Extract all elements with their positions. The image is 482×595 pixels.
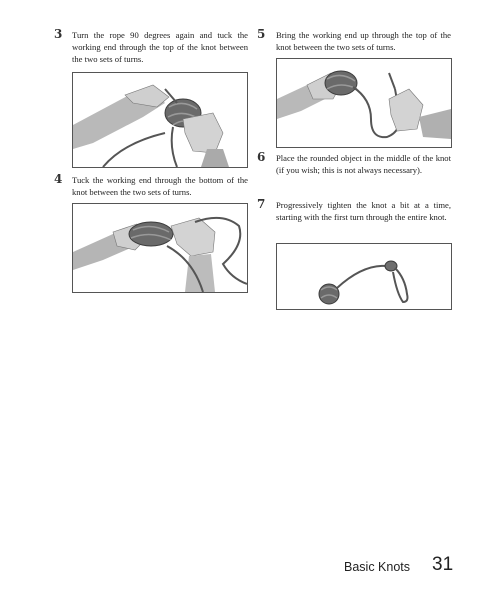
step-text-6: Place the rounded object in the middle of the knot (if you wish; this is not always necessary). bbox=[276, 153, 451, 176]
step-number-5: 5 bbox=[257, 27, 266, 41]
step-text-5: Bring the working end up through the top of the knot between the two sets of turns. bbox=[276, 30, 451, 53]
photo-step-4 bbox=[72, 203, 248, 293]
step-text-3: Turn the rope 90 degrees again and tuck the working end through the top of the knot between the two sets of turns. bbox=[72, 30, 248, 65]
step-number-7: 7 bbox=[257, 197, 266, 211]
step-number-3: 3 bbox=[54, 27, 63, 41]
section-title: Basic Knots bbox=[344, 560, 411, 574]
photo-step-7 bbox=[276, 243, 452, 310]
photo-step-3 bbox=[72, 72, 248, 168]
page-number: 31 bbox=[432, 554, 454, 575]
step-number-6: 6 bbox=[257, 150, 266, 164]
step-text-4: Tuck the working end through the bottom of the knot between the two sets of turns. bbox=[72, 175, 248, 198]
photo-step-5 bbox=[276, 58, 452, 148]
step-text-7: Progressively tighten the knot a bit at a time, starting with the first turn through the entire knot. bbox=[276, 200, 451, 223]
step-number-4: 4 bbox=[54, 172, 63, 186]
